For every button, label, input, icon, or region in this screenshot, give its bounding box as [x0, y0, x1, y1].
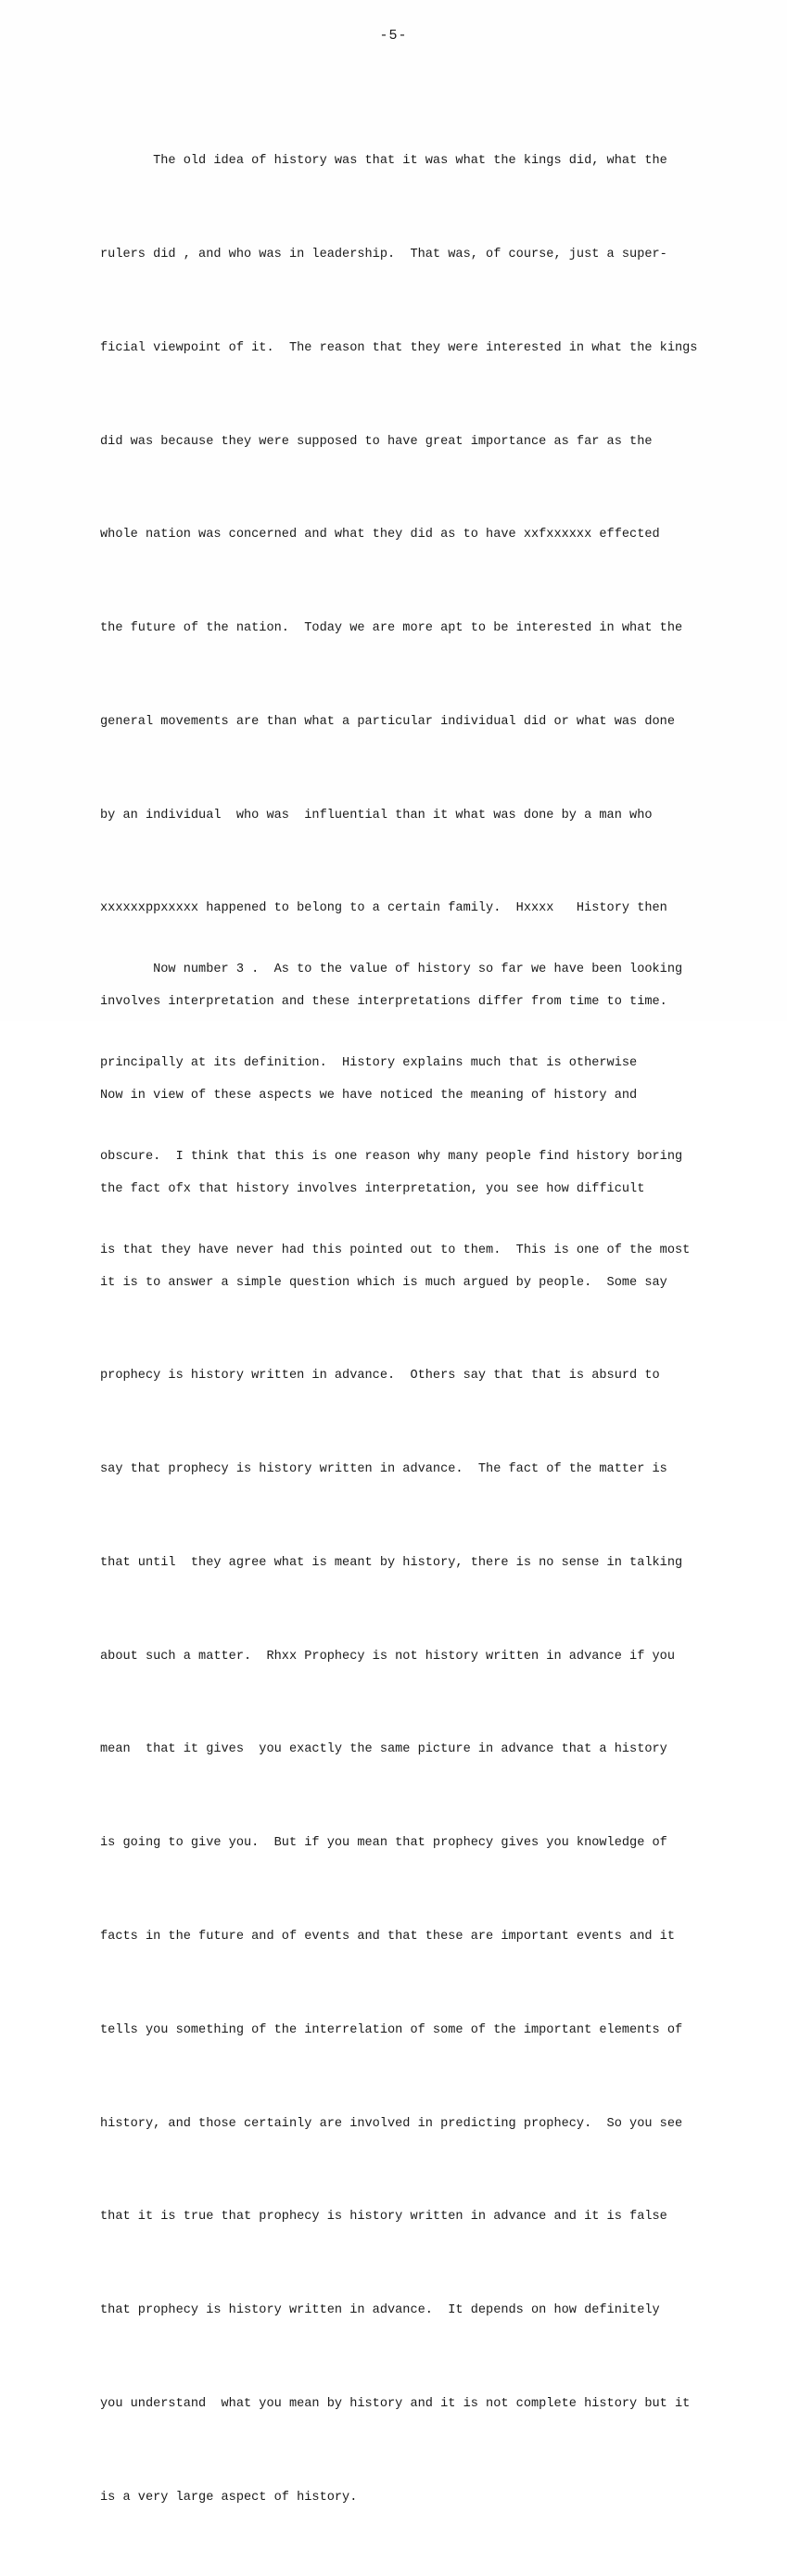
- text-line: is going to give you. But if you mean that prophecy gives you knowledge of: [100, 1836, 667, 1851]
- text-line: general movements are than what a particular individual did or what was done: [100, 714, 675, 729]
- text-line: that until they agree what is meant by history, there is no sense in talking: [100, 1555, 683, 1570]
- text-line: tells you something of the interrelation of some of the important elements of: [100, 2022, 683, 2037]
- text-line: did was because they were supposed to have great importance as far as the: [100, 434, 653, 449]
- text-line: you understand what you mean by history and it is not complete history but it: [100, 2396, 691, 2411]
- paragraph-history-definition: [100, 83, 740, 2576]
- text-line: by an individual who was influential than it what was done by a man who: [100, 808, 653, 823]
- text-line: say that prophecy is history written in advance. The fact of the matter is: [100, 1462, 667, 1477]
- text-line: it is to answer a simple question which is much argued by people. Some say: [100, 1275, 667, 1290]
- paragraph-value-of-history: [100, 892, 740, 1328]
- text-line: facts in the future and of events and that these are important events and it: [100, 1930, 675, 1945]
- text-line: Now number 3 . As to the value of history so far we have been looking: [100, 963, 683, 977]
- text-line: the fact ofx that history involves interpretation, you see how difficult: [100, 1181, 645, 1196]
- text-line: rulers did , and who was in leadership. That was, of course, just a super-: [100, 247, 667, 261]
- text-line: principally at its definition. History explains much that is otherwise: [100, 1055, 638, 1070]
- text-line: involves interpretation and these interpretations differ from time to time.: [100, 995, 667, 1010]
- text-line: is that they have never had this pointed out to them. This is one of the most: [100, 1243, 691, 1257]
- text-line: is a very large aspect of history.: [100, 2490, 358, 2505]
- text-line: that it is true that prophecy is history written in advance and it is false: [100, 2210, 667, 2225]
- page-number: -5-: [379, 28, 408, 44]
- text-line: whole nation was concerned and what they did as to have xxfxxxxxx effected: [100, 528, 660, 542]
- text-line: Now in view of these aspects we have noticed the meaning of history and: [100, 1089, 638, 1103]
- text-line: history, and those certainly are involved in predicting prophecy. So you see: [100, 2116, 683, 2131]
- text-line: The old idea of history was that it was what the kings did, what the: [100, 154, 667, 169]
- text-line: xxxxxxppxxxxx happened to belong to a certain family. Hxxxx History then: [100, 901, 667, 916]
- text-line: the future of the nation. Today we are more apt to be interested in what the: [100, 621, 683, 636]
- text-line: mean that it gives you exactly the same picture in advance that a history: [100, 1742, 667, 1757]
- text-line: obscure. I think that this is one reason why many people find history boring: [100, 1149, 683, 1164]
- text-line: about such a matter. Rhxx Prophecy is not history written in advance if you: [100, 1649, 675, 1664]
- text-line: ficial viewpoint of it. The reason that they were interested in what the kings: [100, 340, 698, 355]
- text-line: prophecy is history written in advance. Others say that that is absurd to: [100, 1369, 660, 1384]
- text-line: that prophecy is history written in advance. It depends on how definitely: [100, 2303, 660, 2318]
